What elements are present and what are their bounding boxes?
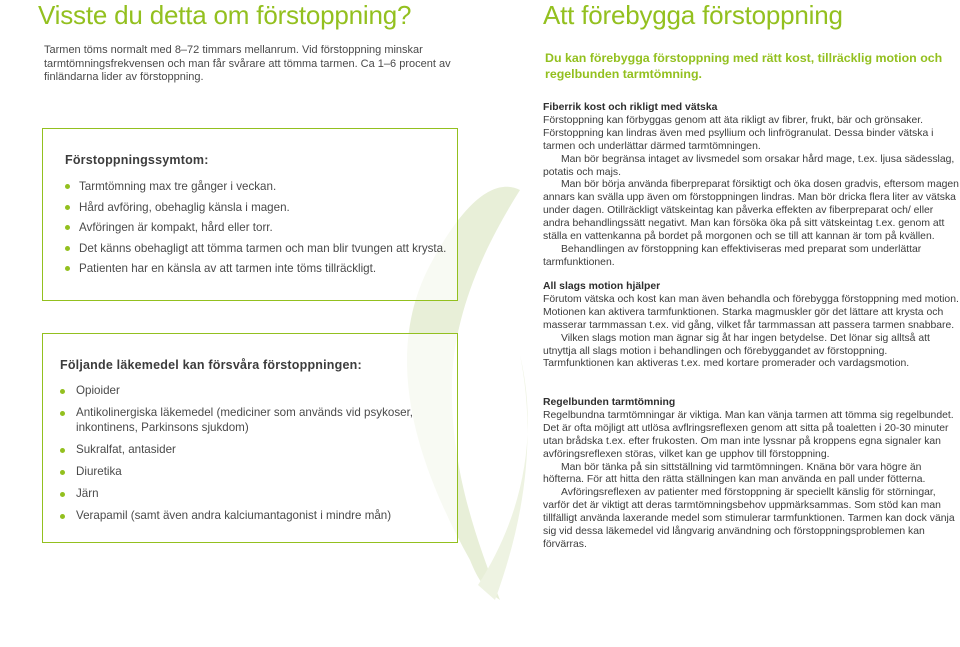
symptoms-heading: Förstoppningssymtom: xyxy=(65,153,209,167)
section-regular-bowel xyxy=(543,397,959,552)
symptoms-list xyxy=(65,179,457,276)
list-item xyxy=(60,384,457,398)
medications-heading: Följande läkemedel kan försvåra förstoppningen: xyxy=(60,358,362,372)
bullet-dot-icon xyxy=(60,492,65,497)
section-paragraph: Förstoppning kan förbyggas genom att äta rikligt av fibrer, frukt, bär och grönsaker. Förstoppning kan lindras även med psyllium och linfrögranulat. Dessa binder vätska i tarmen och underlättar därmed tarmtömningen. xyxy=(543,114,934,152)
bullet-dot-icon xyxy=(65,205,70,210)
lead-paragraph: Du kan förebygga förstoppning med rätt kost, tillräcklig motion och regelbunden tarmtömning. xyxy=(545,51,943,81)
bullet-dot-icon xyxy=(60,514,65,519)
list-item-text: Patienten har en känsla av att tarmen inte töms tillräckligt. xyxy=(79,262,377,276)
list-item xyxy=(65,241,457,256)
section-paragraph: Avföringsreflexen av patienter med förstoppning är speciellt känslig för störningar, varför det är viktigt att deras tarmtömningsbehov uppmärksammas. Som stöd kan man tillfälligt använda laxerande medel som stimulerar tarmfunktionen. Tarmen kan dock vänja sig vid dessa läkemedel vid långvarig användning och förstoppningsproblemen kan förvärras. xyxy=(543,487,955,550)
right-page-title: Att förebygga förstoppning xyxy=(543,0,843,30)
list-item xyxy=(60,443,457,457)
symptoms-box xyxy=(42,128,458,301)
bullet-dot-icon xyxy=(60,411,65,416)
bullet-dot-icon xyxy=(65,225,70,230)
section-paragraph: Behandlingen av förstoppning kan effektiviseras med preparat som underlättar tarmfunktionen. xyxy=(543,243,922,268)
section-paragraph: Man bör tänka på sin sittställning vid tarmtömningen. Knäna bör vara högre än höfterna. För att hitta den rätta ställningen kan man använda en pall under fötterna. xyxy=(543,461,926,486)
list-item-text: Det känns obehagligt att tömma tarmen och man blir tvungen att krysta. xyxy=(79,241,447,255)
list-item-text: Diuretika xyxy=(76,465,122,479)
section-paragraph: Man bör begränsa intaget av livsmedel som orsakar hård mage, t.ex. ljusa sädesslag, potatis och majs. xyxy=(543,153,955,178)
bullet-dot-icon xyxy=(65,266,70,271)
list-item-text: Avföringen är kompakt, hård eller torr. xyxy=(79,221,273,235)
intro-paragraph: Tarmen töms normalt med 8–72 timmars mellanrum. Vid förstoppning minskar tarmtömningsfrekvensen och man får svårare att tömma tarmen. Ca 1–6 procent av finländarna lider av förstoppning. xyxy=(44,44,451,84)
list-item xyxy=(65,220,457,235)
section-paragraph: Regelbundna tarmtömningar är viktiga. Man kan vänja tarmen att tömma sig regelbundet. Det är ofta möjligt att utlösa avflringsreflexen genom att sitta på toaletten i 20-30 minuter utan brådska t.ex. efter frukosten. Om man inte lyssnar på kroppens egna signaler kan avföringsreflexen störas, vilket kan ge upphov till förstoppning. xyxy=(543,409,954,460)
list-item-text: Verapamil (samt även andra kalciumantagonist i mindre mån) xyxy=(76,509,392,523)
bullet-dot-icon xyxy=(65,184,70,189)
section-heading: Fiberrik kost och rikligt med vätska xyxy=(543,102,718,113)
list-item-text: Hård avföring, obehaglig känsla i magen. xyxy=(79,200,290,214)
section-diet xyxy=(543,102,959,270)
list-item-text: Sukralfat, antasider xyxy=(76,442,176,456)
section-paragraph: Man bör börja använda fiberpreparat försiktigt och öka dosen gradvis, eftersom magen annars kan svälla upp även om förstoppningen lindras. Man bör dricka flera liter av vätska under dagen. Otillräckligt vätskeintag kan påverka effekten av fiberpreparat och/ eller andra behandlingssätt negativt. Man kan försöka öka på sitt vätskeintag t.ex. genom att ställa en vattenkanna på bordet på morgonen och se till att kannan är tom på kvällen. xyxy=(543,179,959,243)
bullet-dot-icon xyxy=(60,470,65,475)
list-item-text: Antikolinergiska läkemedel (mediciner som används vid psykoser, inkontinens, Parkinsons sjukdom) xyxy=(76,406,414,434)
section-heading: Regelbunden tarmtömning xyxy=(543,397,676,408)
medications-box xyxy=(42,333,458,543)
left-page-title: Visste du detta om förstoppning? xyxy=(38,0,412,30)
list-item-text: Tarmtömning max tre gånger i veckan. xyxy=(79,180,277,193)
medications-list xyxy=(60,384,457,524)
list-item xyxy=(60,406,457,435)
list-item xyxy=(60,509,457,523)
bullet-dot-icon xyxy=(65,246,70,251)
list-item xyxy=(60,465,457,479)
list-item xyxy=(65,261,457,276)
list-item-text: Järn xyxy=(76,487,99,501)
section-heading: All slags motion hjälper xyxy=(543,281,661,292)
list-item-text: Opioider xyxy=(76,384,120,397)
section-paragraph: Vilken slags motion man ägnar sig åt har ingen betydelse. Det lönar sig alltså att utnyttja all slags motion i behandlingen och förebyggandet av förstoppning. Tarmfunktionen kan aktiveras t.ex. med kortare promerader och vardagsmotion. xyxy=(543,332,930,370)
section-exercise xyxy=(543,281,959,371)
list-item xyxy=(60,487,457,501)
list-item xyxy=(65,200,457,215)
bullet-dot-icon xyxy=(60,389,65,394)
bullet-dot-icon xyxy=(60,448,65,453)
list-item xyxy=(65,179,457,194)
section-paragraph: Förutom vätska och kost kan man även behandla och förebygga förstoppning med motion. Motionen kan aktivera tarmfunktionen. Starka magmuskler gör det lättare att krysta och masserar tarmmassan t.ex. vid gång, vilket får tarmmassan att passera tarmen snabbare. xyxy=(543,293,959,331)
